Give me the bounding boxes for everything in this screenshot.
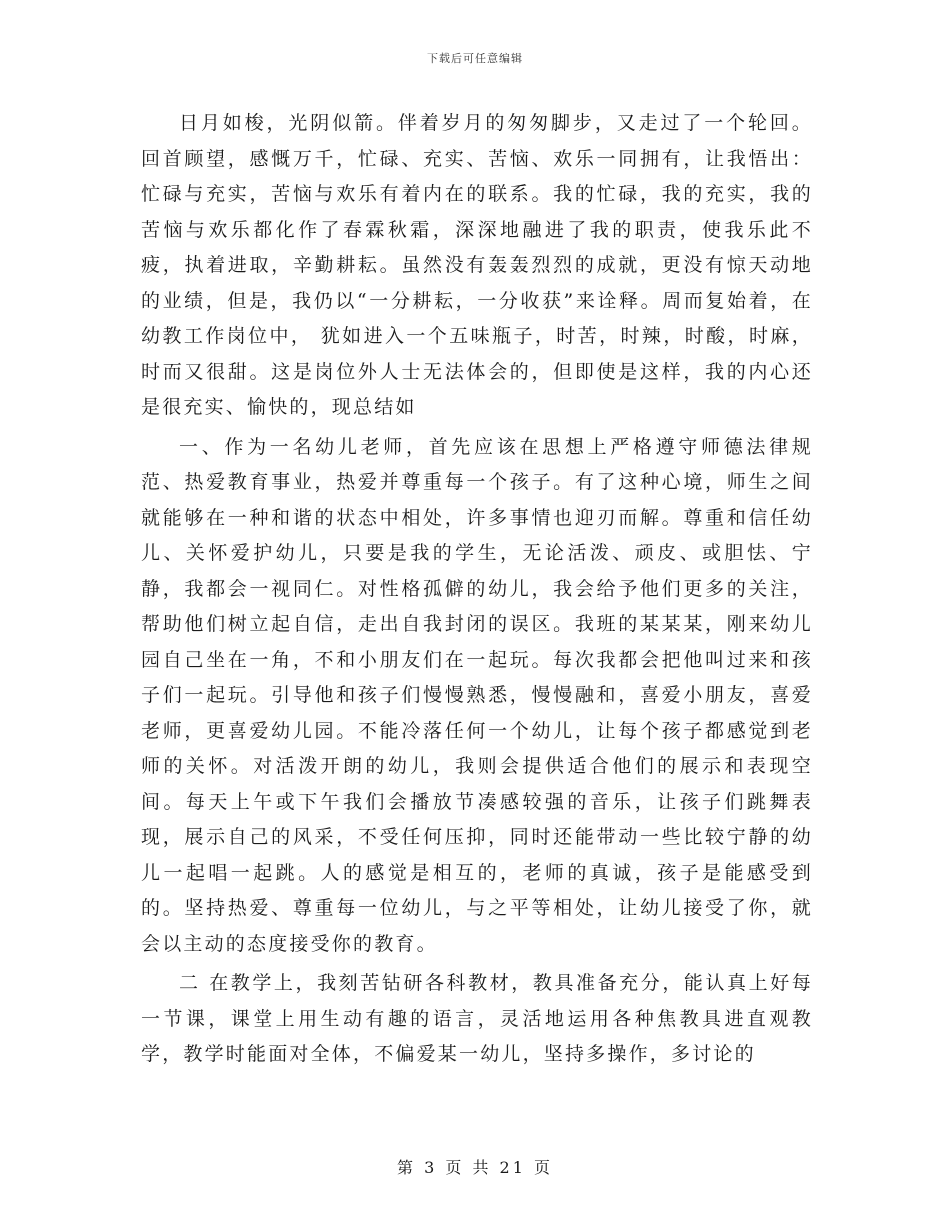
footer-suffix: 页 [534,1158,554,1177]
paragraph-section-one: 一、作为一名幼儿老师，首先应该在思想上严格遵守师德法律规范、热爱教育事业，热爱并尊重每一个孩子。有了这种心境，师生之间就能够在一种和谐的状态中相处，许多事情也迎刃而解。尊重和信任幼儿、关怀爱护幼儿，只要是我的学生，无论活泼、顽皮、或胆怯、宁静，我都会一视同仁。对性格孤僻的幼儿，我会给予他们更多的关注，帮助他们树立起自信，走出自我封闭的误区。我班的某某某，刚来幼儿园自己坐在一角，不和小朋友们在一起玩。每次我都会把他叫过来和孩子们一起玩。引导他和孩子们慢慢熟悉，慢慢融和，喜爱小朋友，喜爱老师，更喜爱幼儿园。不能冷落任何一个幼儿，让每个孩子都感觉到老师的关怀。对活泼开朗的幼儿，我则会提供适合他们的展示和表现空间。每天上午或下午我们会播放节凑感较强的音乐，让孩子们跳舞表现，展示自己的风采，不受任何压抑，同时还能带动一些比较宁静的幼儿一起唱一起跳。人的感觉是相互的，老师的真诚，孩子是能感受到的。坚持热爱、尊重每一位幼儿，与之平等相处，让幼儿接受了你，就会以主动的态度接受你的教育。 [141,435,813,955]
paragraph-section-two: 二 在教学上，我刻苦钻研各科教材，教具准备充分，能认真上好每一节课，课堂上用生动有趣的语言，灵活地运用各种焦教具进直观教学，教学时能面对全体，不偏爱某一幼儿，坚持多操作，多讨论的 [141,972,813,1065]
document-body [141,106,813,1077]
footer-current-page: 3 [424,1158,438,1177]
footer-middle: 页 共 [445,1158,492,1177]
footer-total-pages: 21 [499,1158,526,1177]
paragraph-intro: 日月如梭，光阴似箭。伴着岁月的匆匆脚步，又走过了一个轮回。回首顾望，感慨万千，忙碌、充实、苦恼、欢乐一同拥有，让我悟出：忙碌与充实，苦恼与欢乐有着内在的联系。我的忙碌，我的充实，我的苦恼与欢乐都化作了春霖秋霜，深深地融进了我的职责，使我乐此不疲，执着进取，辛勤耕耘。虽然没有轰轰烈烈的成就，更没有惊天动地的业绩，但是，我仍以“一分耕耘，一分收获”来诠释。周而复始着，在幼教工作岗位中， 犹如进入一个五味瓶子，时苦，时辣，时酸，时麻，时而又很甜。这是岗位外人士无法体会的，但即使是这样，我的内心还是很充实、愉快的，现总结如 [141,112,813,418]
footer-prefix: 第 [396,1158,416,1177]
header-note: 下载后可任意编辑 [427,52,523,65]
page-header [0,51,950,67]
page-footer [0,1158,950,1178]
